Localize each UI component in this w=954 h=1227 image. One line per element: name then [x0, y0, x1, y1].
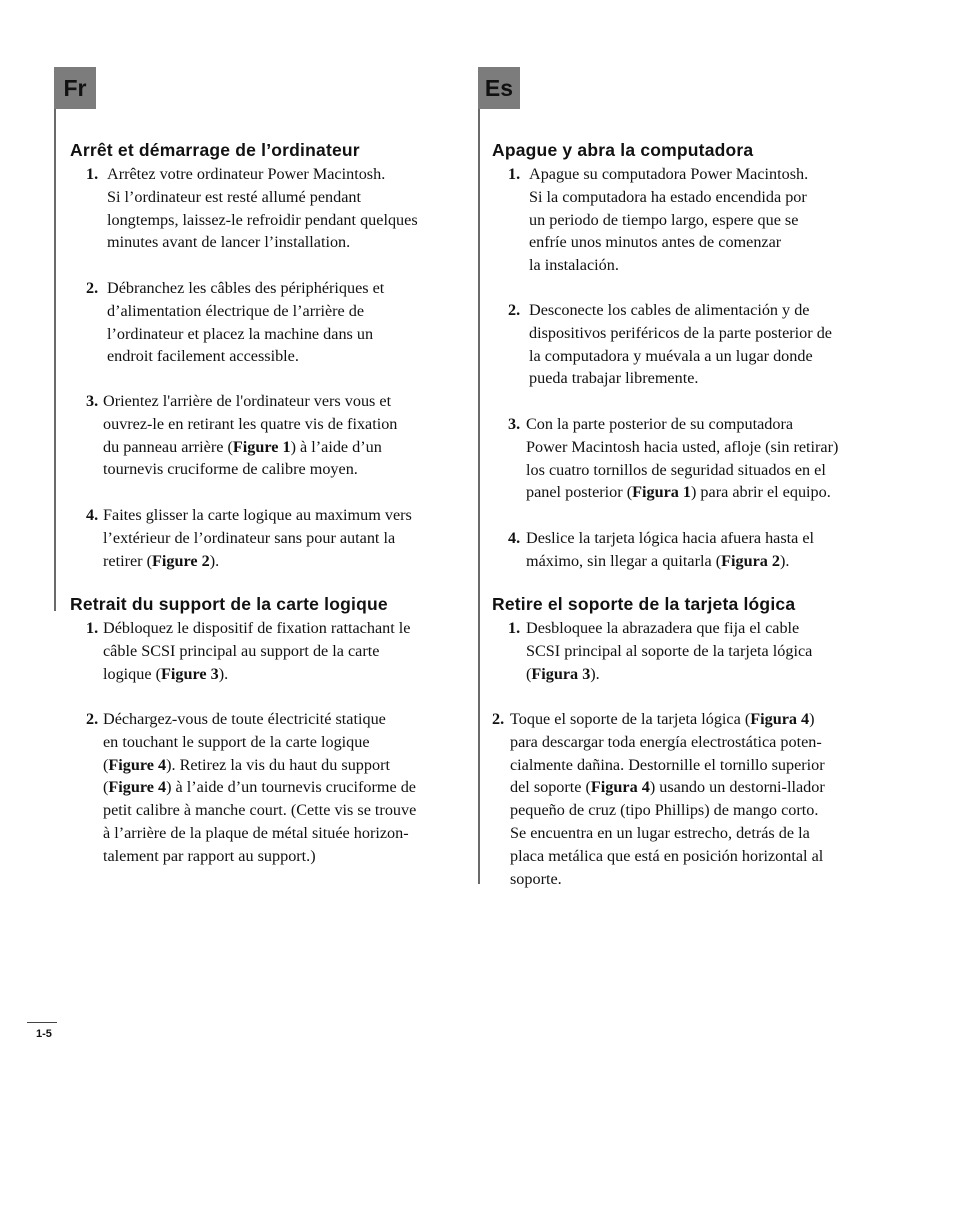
step-item [508, 299, 832, 390]
step-text-line: longtemps, laissez-le refroidir pendant quelques [107, 210, 418, 229]
step-text-line: un periodo de tiempo largo, espere que se [529, 210, 799, 229]
step-text-line: l’ordinateur et placez la machine dans un [107, 324, 374, 343]
step-text-line: Desconecte los cables de alimentación y de [529, 301, 810, 319]
step-text-line: los cuatro tornillos de seguridad situados en el [526, 460, 826, 479]
step-text-line: du panneau arrière (Figure 1) à l’aide d’un [103, 437, 382, 456]
step-text-line: Déchargez-vous de toute électricité statique [103, 710, 386, 728]
step-number: 2. [508, 301, 521, 319]
step-item [86, 504, 412, 572]
step-text-line: Faites glisser la carte logique au maximum vers [103, 506, 412, 524]
language-tab-label: Fr [63, 74, 87, 101]
step-text-line: panel posterior (Figura 1) para abrir el equipo. [526, 483, 831, 502]
step-number: 4. [508, 529, 521, 547]
column-rule-es [478, 109, 480, 884]
step-text-line: (Figura 3). [526, 664, 600, 683]
section-heading: Arrêt et démarrage de l’ordinateur [70, 140, 360, 160]
step-item [86, 277, 384, 368]
footer-rule [27, 1022, 57, 1023]
step-text-line: talement par rapport au support.) [103, 846, 316, 865]
step-text-line: Débranchez les câbles des périphériques et [107, 279, 385, 297]
step-text-line: endroit facilement accessible. [107, 347, 299, 366]
step-item [86, 163, 418, 254]
step-text-line: retirer (Figure 2). [103, 551, 220, 570]
step-text-line: Débloquez le dispositif de fixation rattachant le [103, 619, 411, 637]
step-text-line: logique (Figure 3). [103, 664, 229, 683]
step-item [508, 413, 838, 504]
step-text-line: Deslice la tarjeta lógica hacia afuera hasta el [526, 529, 815, 547]
step-text-line: máximo, sin llegar a quitarla (Figura 2). [526, 551, 790, 570]
step-text-line: Si l’ordinateur est resté allumé pendant [107, 187, 361, 206]
step-item [86, 617, 410, 685]
step-text-line: ouvrez-le en retirant les quatre vis de fixation [103, 414, 398, 433]
language-tab-label: Es [484, 74, 514, 101]
step-item [508, 617, 812, 685]
step-text-line: Toque el soporte de la tarjeta lógica (Figura 4) [510, 710, 815, 728]
step-item [86, 390, 397, 481]
step-item [508, 163, 808, 277]
step-text-line: d’alimentation électrique de l’arrière de [107, 301, 365, 320]
step-text-line: Desbloquee la abrazadera que fija el cable [526, 619, 800, 637]
step-number: 2. [86, 279, 99, 297]
step-text-line: dispositivos periféricos de la parte posterior de [529, 323, 832, 342]
step-text-line: câble SCSI principal au support de la carte [103, 641, 380, 660]
step-number: 3. [86, 392, 99, 410]
step-text-line: (Figure 4). Retirez la vis du haut du support [103, 755, 390, 774]
step-text-line: l’extérieur de l’ordinateur sans pour autant la [103, 528, 396, 547]
step-number: 1. [508, 619, 521, 637]
step-text-line: placa metálica que está en posición horizontal al [510, 846, 824, 865]
step-text-line: Se encuentra en un lugar estrecho, detrás de la [510, 823, 810, 842]
step-text-line: minutes avant de lancer l’installation. [107, 233, 351, 252]
step-text-line: del soporte (Figura 4) usando un destorni-llador [510, 778, 825, 797]
step-text-line: pequeño de cruz (tipo Phillips) de mango corto. [510, 801, 819, 820]
step-number: 1. [86, 619, 99, 637]
step-text-line: cialmente dañina. Destornille el tornillo superior [510, 755, 825, 774]
language-tab-fr [54, 67, 96, 109]
step-item [492, 708, 825, 890]
section-heading: Retire el soporte de la tarjeta lógica [492, 594, 796, 614]
step-text-line: tournevis cruciforme de calibre moyen. [103, 460, 358, 479]
step-text-line: à l’arrière de la plaque de métal située horizon- [103, 823, 409, 842]
step-text-line: la computadora y muévala a un lugar donde [529, 346, 813, 365]
step-text-line: para descargar toda energía electrostática poten- [510, 732, 822, 751]
step-text-line: SCSI principal al soporte de la tarjeta lógica [526, 641, 813, 660]
step-text-line: Apague su computadora Power Macintosh. [529, 165, 809, 183]
step-text-line: Si la computadora ha estado encendida por [529, 187, 807, 206]
step-item [86, 708, 416, 868]
step-number: 1. [86, 165, 99, 183]
column-rule-fr [54, 109, 56, 611]
step-number: 2. [86, 710, 99, 728]
step-number: 2. [492, 710, 505, 728]
step-item [508, 527, 814, 573]
step-number: 4. [86, 506, 99, 524]
language-tab-es [478, 67, 520, 109]
step-number: 3. [508, 415, 521, 433]
step-text-line: Arrêtez votre ordinateur Power Macintosh. [107, 165, 386, 183]
step-text-line: enfríe unos minutos antes de comenzar [529, 233, 782, 252]
step-text-line: petit calibre à manche court. (Cette vis se trouve [103, 801, 417, 820]
step-text-line: Con la parte posterior de su computadora [526, 415, 794, 433]
step-text-line: la instalación. [529, 256, 619, 275]
step-text-line: pueda trabajar libremente. [529, 369, 699, 388]
step-number: 1. [508, 165, 521, 183]
step-text-line: soporte. [510, 869, 562, 888]
page-number: 1-5 [36, 1028, 52, 1040]
step-text-line: Power Macintosh hacia usted, afloje (sin retirar) [526, 437, 839, 456]
step-text-line: Orientez l'arrière de l'ordinateur vers vous et [103, 392, 392, 410]
section-heading: Apague y abra la computadora [492, 140, 754, 160]
step-text-line: (Figure 4) à l’aide d’un tournevis cruciforme de [103, 778, 416, 797]
step-text-line: en touchant le support de la carte logique [103, 732, 370, 751]
section-heading: Retrait du support de la carte logique [70, 594, 388, 614]
